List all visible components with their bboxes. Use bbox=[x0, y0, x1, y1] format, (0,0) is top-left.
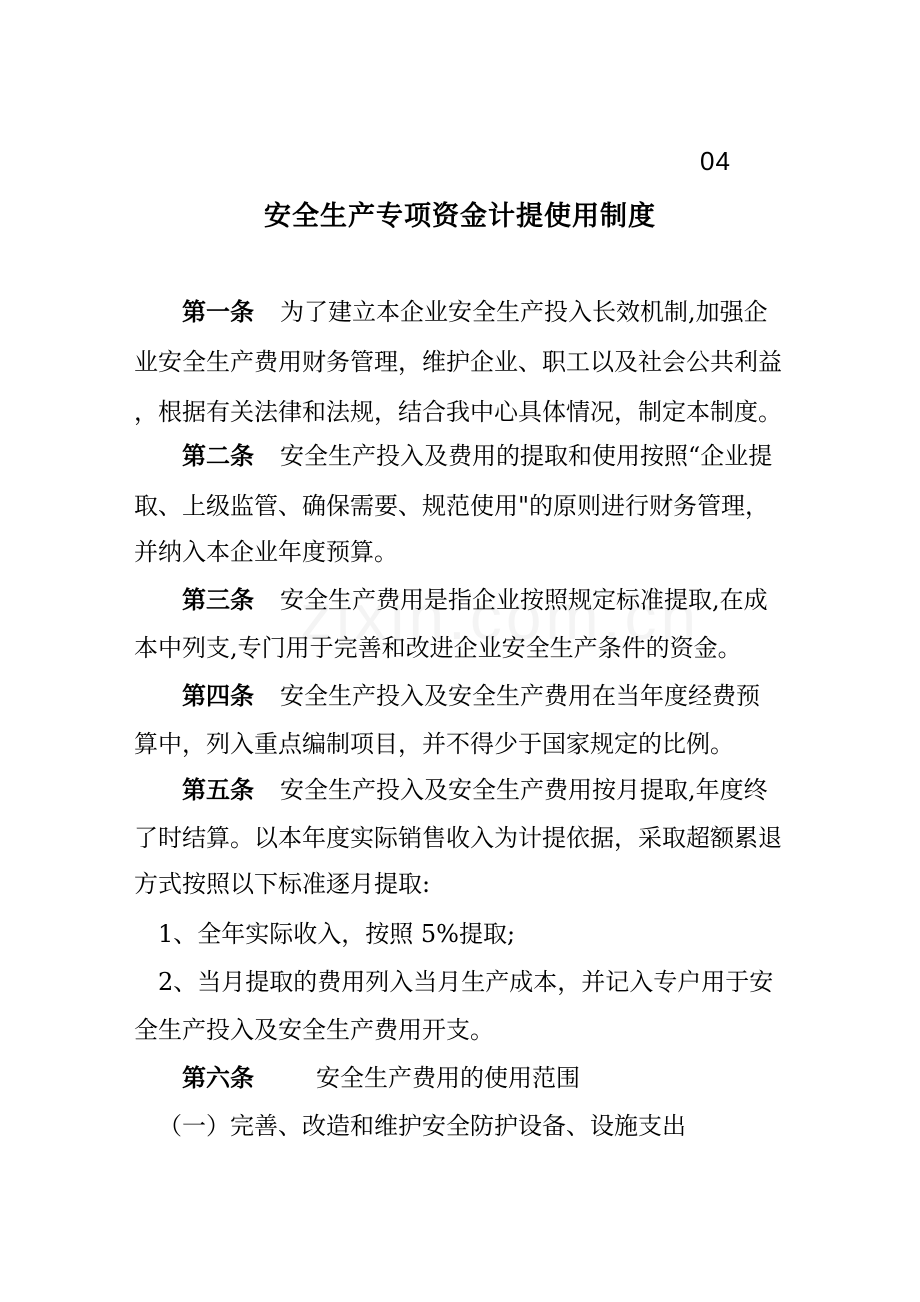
article-2-line-1 bbox=[182, 440, 772, 472]
article-6-label: 第六条 bbox=[182, 1064, 254, 1092]
article-1-line-1 bbox=[182, 296, 768, 328]
article-4-text-1: 安全生产投入及安全生产费用在当年度经费预 bbox=[280, 682, 760, 710]
article-5-text-1: 安全生产投入及安全生产费用按月提取,年度终 bbox=[280, 776, 768, 804]
article-2-label: 第二条 bbox=[182, 442, 254, 470]
article-5-line-3: 方式按照以下标准逐月提取: bbox=[134, 870, 431, 898]
article-1-line-3: ，根据有关法律和法规，结合我中心具体情况，制定本制度。 bbox=[134, 398, 782, 426]
article-5-label: 第五条 bbox=[182, 776, 254, 804]
document-title: 安全生产专项资金计提使用制度 bbox=[264, 201, 656, 232]
article-1-label: 第一条 bbox=[182, 298, 254, 326]
article-6-line bbox=[182, 1062, 580, 1094]
article-1-text-1: 为了建立本企业安全生产投入长效机制,加强企 bbox=[280, 298, 768, 326]
article-5-line-2: 了时结算。以本年度实际销售收入为计提依据，采取超额累退 bbox=[134, 824, 782, 852]
article-5-line-1 bbox=[182, 774, 768, 806]
article-4-line-1 bbox=[182, 680, 760, 712]
article-6-text: 安全生产费用的使用范围 bbox=[316, 1064, 580, 1092]
article-2-line-2: 取、上级监管、确保需要、规范使用"的原则进行财务管理， bbox=[134, 492, 770, 520]
article-4-label: 第四条 bbox=[182, 682, 254, 710]
article-1-line-2: 业安全生产费用财务管理，维护企业、职工以及社会公共利益 bbox=[134, 348, 782, 376]
subitem-1: （一）完善、改造和维护安全防护设备、设施支出 bbox=[158, 1112, 686, 1140]
article-3-line-1 bbox=[182, 584, 768, 616]
item-2-line-2: 全生产投入及安全生产费用开支。 bbox=[134, 1016, 494, 1044]
article-4-line-2: 算中，列入重点编制项目，并不得少于国家规定的比例。 bbox=[134, 730, 734, 758]
article-3-text-1: 安全生产费用是指企业按照规定标准提取,在成 bbox=[280, 586, 768, 614]
article-2-text-1: 安全生产投入及费用的提取和使用按照“企业提 bbox=[280, 442, 773, 470]
page-number: 04 bbox=[700, 146, 731, 176]
article-3-label: 第三条 bbox=[182, 586, 254, 614]
item-2-line-1: 2、当月提取的费用列入当月生产成本，并记入专户用于安 bbox=[158, 968, 774, 996]
item-1: 1、全年实际收入，按照 5%提取; bbox=[158, 920, 516, 948]
article-3-line-2: 本中列支,专门用于完善和改进企业安全生产条件的资金。 bbox=[134, 634, 742, 662]
article-2-line-3: 并纳入本企业年度预算。 bbox=[134, 538, 398, 566]
